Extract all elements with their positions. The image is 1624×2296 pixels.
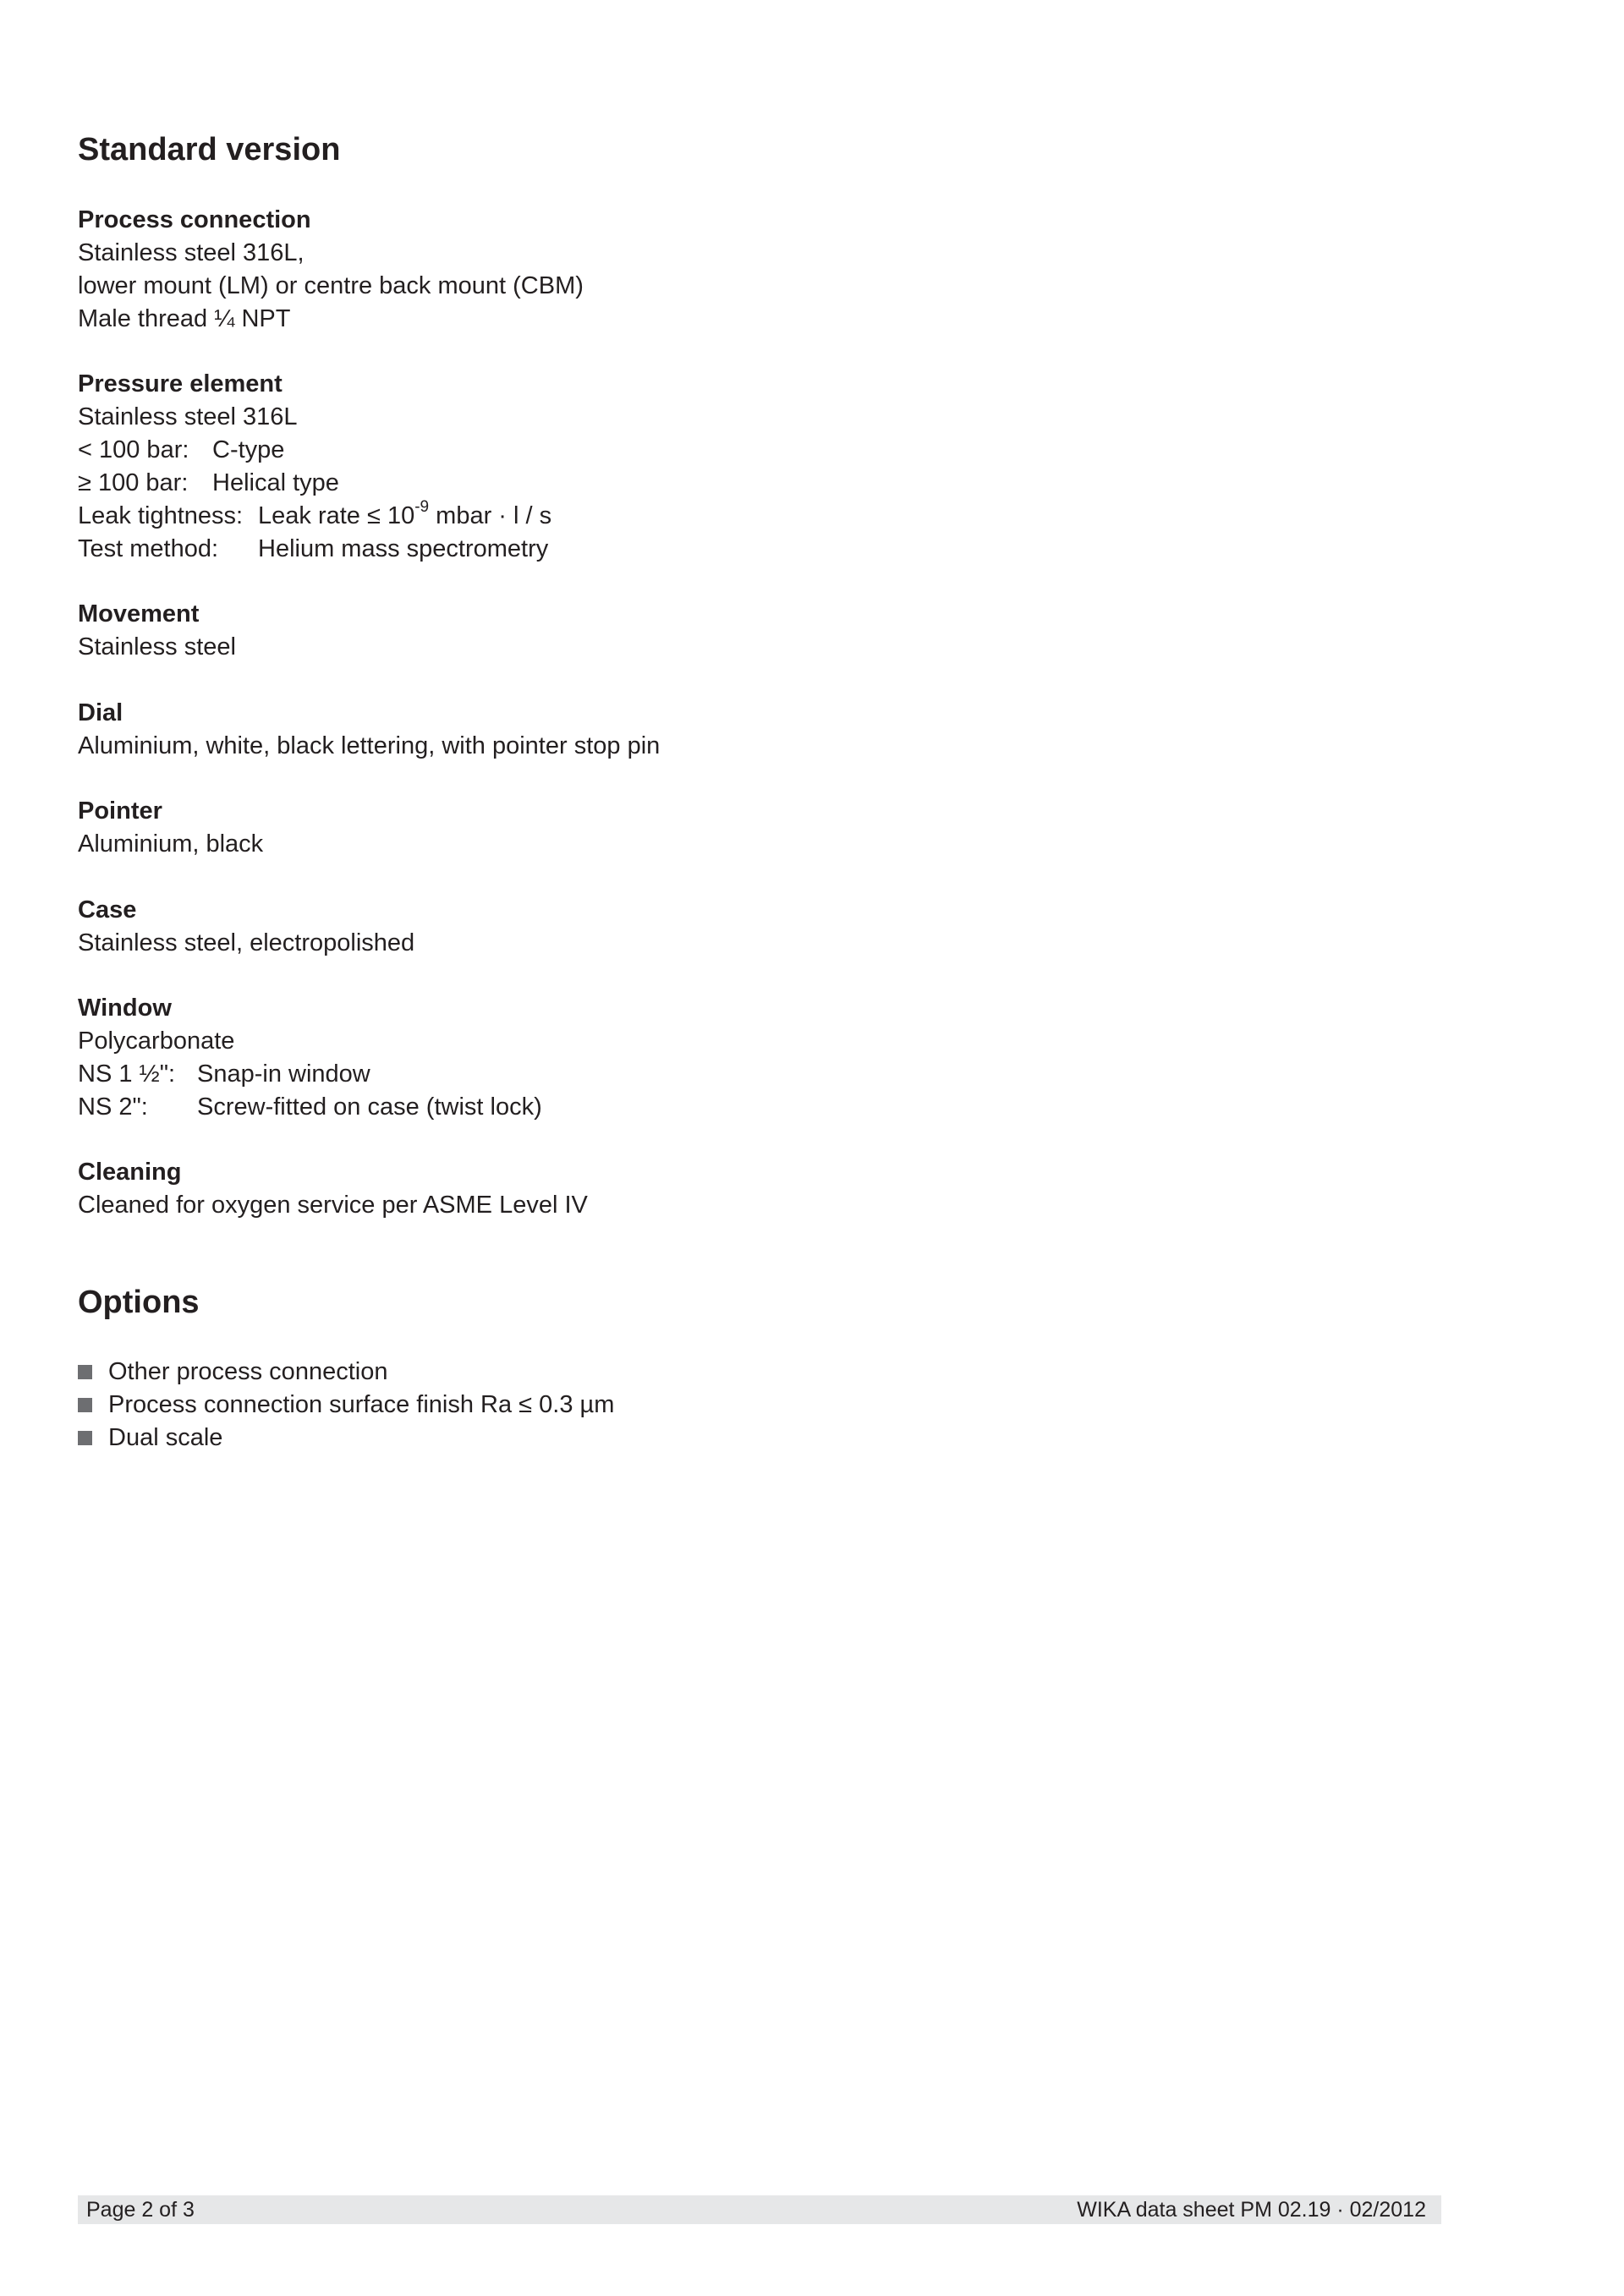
pointer-heading: Pointer [78, 797, 162, 825]
leak-tightness-value [258, 500, 551, 533]
dial-block [78, 697, 660, 763]
movement-block [78, 598, 236, 664]
dial-heading: Dial [78, 699, 123, 726]
pressure-row-below-100-value: C-type [212, 436, 285, 463]
window-line1: Polycarbonate [78, 1027, 235, 1055]
pressure-row-below-100 [78, 434, 551, 467]
movement-line1: Stainless steel [78, 633, 236, 660]
test-method-key: Test method: [78, 535, 219, 562]
leak-rate-unit: mbar · l / s [429, 502, 552, 529]
pointer-line1: Aluminium, black [78, 830, 264, 858]
option-text: Other process connection [108, 1358, 388, 1385]
pressure-element-heading: Pressure element [78, 370, 283, 397]
square-bullet-icon [78, 1398, 92, 1412]
document-reference: WIKA data sheet PM 02.19 · 02/2012 [1077, 2198, 1426, 2222]
section-title-standard-version: Standard version [78, 132, 341, 167]
movement-heading: Movement [78, 600, 200, 627]
list-item [78, 1422, 614, 1455]
process-connection-line3: Male thread ¼ NPT [78, 305, 291, 332]
test-method-value: Helium mass spectrometry [258, 535, 549, 562]
page-number: Page 2 of 3 [86, 2198, 195, 2222]
page-footer [78, 2195, 1441, 2224]
window-row-ns2-value: Screw-fitted on case (twist lock) [197, 1093, 542, 1121]
leak-rate-exponent: -9 [414, 498, 430, 517]
options-list [78, 1356, 614, 1455]
case-block [78, 894, 414, 960]
pressure-row-above-100-key: ≥ 100 bar: [78, 469, 189, 496]
pressure-row-below-100-key: < 100 bar: [78, 436, 189, 463]
window-block [78, 992, 542, 1124]
cleaning-heading: Cleaning [78, 1159, 182, 1186]
window-row-ns2 [78, 1091, 542, 1124]
cleaning-line1: Cleaned for oxygen service per ASME Level IV [78, 1192, 588, 1219]
test-method-row [78, 533, 551, 566]
pointer-block [78, 795, 263, 861]
case-line1: Stainless steel, electropolished [78, 929, 415, 956]
process-connection-line2: lower mount (LM) or centre back mount (CBM) [78, 272, 584, 299]
square-bullet-icon [78, 1365, 92, 1379]
process-connection-line1: Stainless steel 316L, [78, 239, 304, 266]
pressure-element-line1: Stainless steel 316L [78, 403, 298, 430]
case-heading: Case [78, 896, 137, 923]
list-item [78, 1389, 614, 1422]
pressure-row-above-100-value: Helical type [212, 469, 339, 496]
list-item [78, 1356, 614, 1389]
leak-tightness-row [78, 500, 551, 533]
leak-tightness-key: Leak tightness: [78, 502, 244, 529]
process-connection-heading: Process connection [78, 206, 311, 233]
window-row-ns1-5 [78, 1058, 542, 1091]
pressure-row-above-100 [78, 467, 551, 500]
window-heading: Window [78, 995, 172, 1022]
pressure-element-block [78, 368, 551, 566]
cleaning-block [78, 1156, 588, 1222]
option-text: Dual scale [108, 1424, 223, 1451]
section-title-options: Options [78, 1285, 200, 1320]
window-row-ns1-5-value: Snap-in window [197, 1060, 370, 1088]
window-row-ns1-5-key: NS 1 ½": [78, 1060, 176, 1088]
process-connection-block [78, 204, 584, 336]
square-bullet-icon [78, 1431, 92, 1445]
leak-rate-text: Leak rate ≤ 10 [258, 502, 415, 529]
option-text: Process connection surface finish Ra ≤ 0.3 µm [108, 1391, 615, 1418]
window-row-ns2-key: NS 2": [78, 1093, 148, 1121]
dial-line1: Aluminium, white, black lettering, with pointer stop pin [78, 732, 661, 759]
